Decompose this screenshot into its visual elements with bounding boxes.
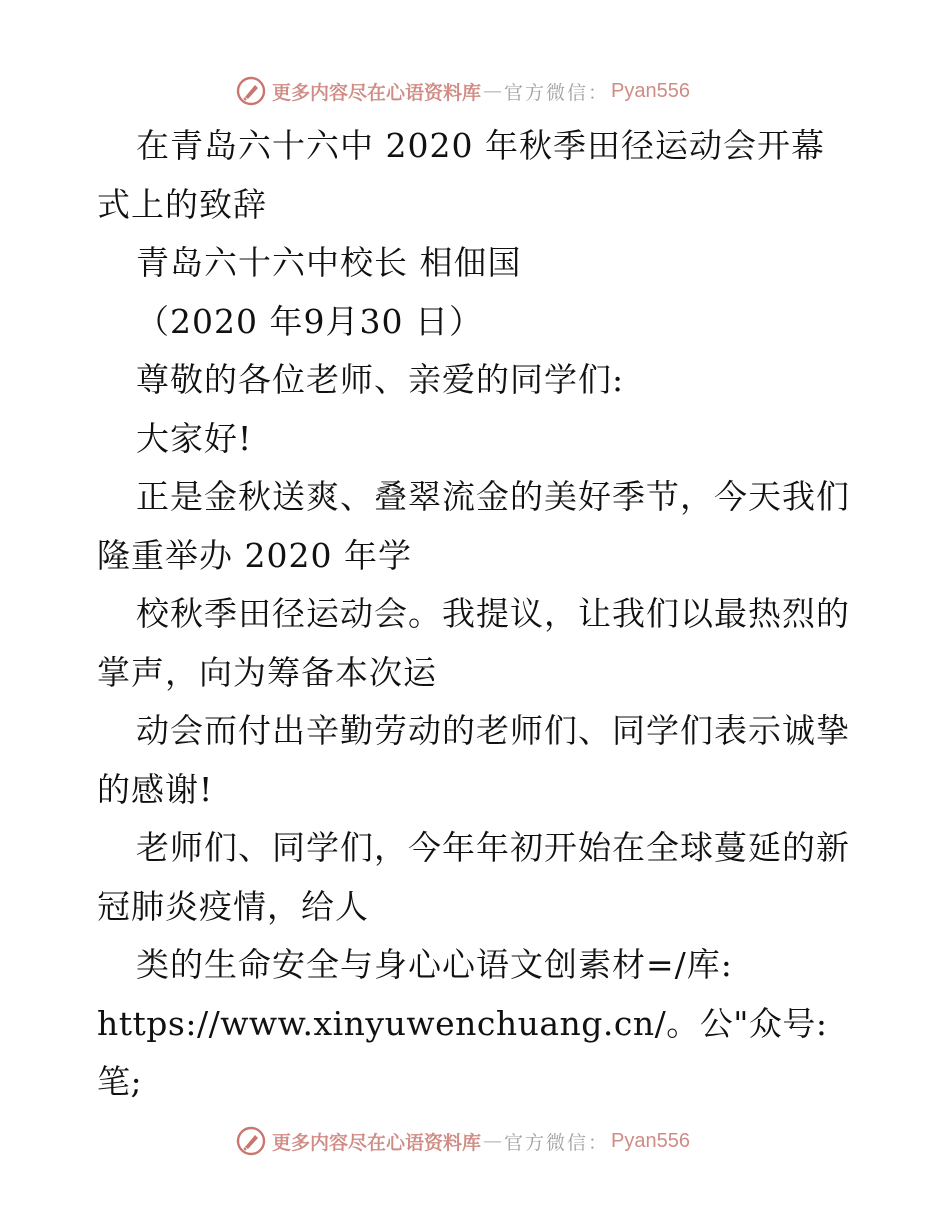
paragraph: 类的生命安全与身心心语文创素材=/库: xyxy=(136,945,733,984)
document-greeting: 大家好! xyxy=(136,418,253,458)
header-watermark xyxy=(236,74,690,108)
watermark-separator: ： xyxy=(588,81,608,104)
footer-watermark xyxy=(236,1124,690,1158)
pen-logo-icon xyxy=(236,76,266,106)
watermark-brand-text: 更多内容尽在心语资料库 xyxy=(272,81,482,104)
watermark-separator: ： xyxy=(588,1131,608,1154)
document-salutation: 尊敬的各位老师、亲爱的同学们: xyxy=(136,360,625,399)
watermark-wechat-id: Pyan556 xyxy=(611,1129,691,1152)
watermark-brand-text: 更多内容尽在心语资料库 xyxy=(272,1131,482,1154)
pen-logo-icon xyxy=(236,1126,266,1156)
paragraph: 校秋季田径运动会。我提议，让我们以最热烈的掌声，向为筹备本次运 xyxy=(97,594,850,692)
paragraph: 动会而付出辛勤劳动的老师们、同学们表示诚挚的感谢! xyxy=(97,711,850,809)
document-date: （2020 年9月30 日） xyxy=(136,301,483,341)
watermark-dash: — xyxy=(483,80,503,102)
watermark-wechat-label: 官方微信 xyxy=(504,81,589,104)
paragraph: 正是金秋送爽、叠翠流金的美好季节，今天我们隆重举办 2020 年学 xyxy=(97,477,850,575)
watermark-wechat-label: 官方微信 xyxy=(504,1131,589,1154)
paragraph: 老师们、同学们，今年年初开始在全球蔓延的新冠肺炎疫情，给人 xyxy=(97,828,850,926)
url-line: https://www.xinyuwenchuang.cn/。公"众号: 笔; xyxy=(97,1003,828,1101)
document-author: 青岛六十六中校长 相佃国 xyxy=(136,243,522,282)
document-title: 在青岛六十六中 2020 年秋季田径运动会开幕式上的致辞 xyxy=(97,126,825,224)
watermark-dash: — xyxy=(483,1130,503,1152)
watermark-wechat-id: Pyan556 xyxy=(611,79,691,102)
document-body xyxy=(97,117,857,1112)
